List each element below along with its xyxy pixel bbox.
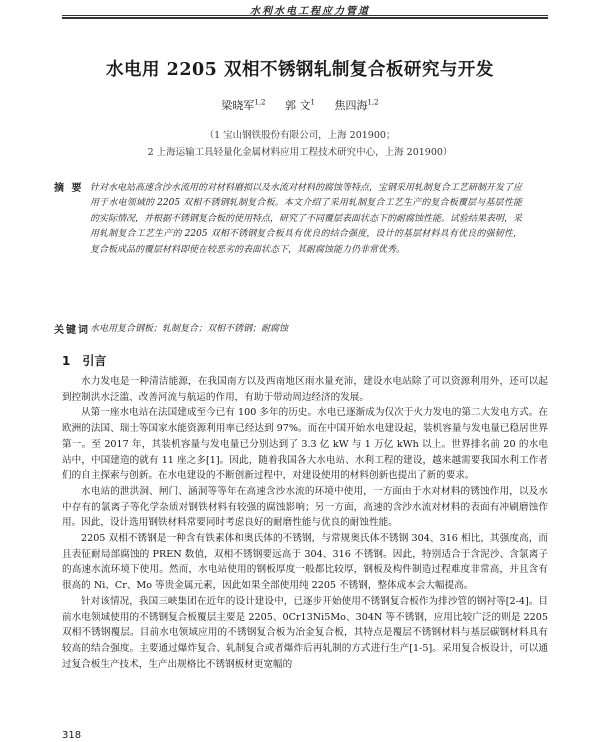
paper-title: 水电用 2205 双相不锈钢轧制复合板研究与开发 xyxy=(106,60,494,80)
paragraph: 从第一座水电站在法国建成至今已有 100 多年的历史。水电已逐渐成为仅次于火力发电的第二大发电方式。在欧洲的法国、瑞士等国家水能资源利用率已经达到 97%。而在中国开始水电建设起，装机容量与发电量已稳居世界第一。至 2017 年，其装机容量与发电量已分别达到了 3.3 亿 kW 与 1 万亿 kWh 以上。世界排名前 20 的水电站中，中国建造的就有 11 座之多[1]。因此，随着我国各大水电站、水利工程的建设，越来越需要我国水利工作者们的自主探索与创新。在水电建设的不断创新过程中，对建设使用的材料创新也提出了新的要求。 xyxy=(62,407,548,482)
body-text xyxy=(62,374,548,672)
affiliation-2: 2 上海运输工具轻量化金属材料应用工程技术研究中心，上海 201900） xyxy=(147,147,453,158)
affiliation-1: （1 宝山钢铁股份有限公司，上海 201900； xyxy=(204,130,396,141)
page-number: 318 xyxy=(62,730,82,741)
abstract-label: 摘 要 xyxy=(54,183,84,194)
author: 梁晓军$^{1,2}$ xyxy=(221,98,266,112)
paragraph: 水力发电是一种清洁能源，在我国南方以及西南地区雨水量充沛，建设水电站除了可以资源利用外，还可以起到控制洪水泛滥、改善河流与航运的作用，有助于带动周边经济的发展。 xyxy=(62,376,548,403)
running-header xyxy=(0,0,600,20)
paragraph: 2205 双相不锈钢是一种含有铁素体和奥氏体的不锈钢，与常规奥氏体不锈钢 304、316 相比，其强度高，而且表征耐局部腐蚀的 PREN 数值，双相不锈钢要远高于 304、316 不锈钢。因此，特别适合于含泥沙、含氯离子的高速水流环境下使用。然而，水电站使用的钢板厚度一般都比较厚，钢板及构件制造过程难度非常高，并且含有很高的 Ni、Cr、Mo 等贵金属元素，因此如果全部使用纯 2205 不锈钢，整体成本会大幅提高。 xyxy=(62,533,548,592)
section-number: 1 xyxy=(62,354,71,368)
author-list xyxy=(0,97,600,113)
abstract xyxy=(54,181,523,258)
header-rule-thin xyxy=(62,15,548,16)
journal-name: 水利水电工程应力管道 xyxy=(250,6,370,17)
keywords-label: 关键词 xyxy=(54,325,90,336)
header-rule-thick xyxy=(62,17,548,19)
author: 焦四海$^{1,2}$ xyxy=(334,98,379,112)
section-heading xyxy=(62,352,106,369)
paragraph: 水电站的泄洪洞、闸门、涵洞等等年在高速含沙水流的环境中使用，一方面由于水对材料的锈蚀作用，以及水中存有的氯离子等化学杂质对钢铁材料有较强的腐蚀影响；另一方面，高速的含沙水流对材料的表面有冲刷磨蚀作用。因此，设计选用钢铁材料常要同时考虑良好的耐磨性能与优良的耐蚀性能。 xyxy=(62,485,548,529)
keywords-text: 水电用复合钢板；轧制复合；双相不锈钢；耐腐蚀 xyxy=(90,324,289,334)
keywords xyxy=(54,321,522,336)
abstract-text: 针对水电站高速含沙水流用的对材料磨损以及水流对材料的腐蚀等特点，宝钢采用轧制复合工艺研制开发了应用于水电领域的 2205 双相不锈钢轧制复合板。本文介绍了采用轧制复合工艺生产的复合板覆层与基层性能的实际情况，并根据不锈钢复合板的使用特点，研究了不同覆层表面状态下的耐腐蚀性能。试验结果表明，采用轧制复合工艺生产的 2205 双相不锈钢复合板具有优良的结合强度，设计的基层材料具有优良的强韧性，复合板成品的覆层材料即使在较恶劣的表面状态下，其耐腐蚀能力仍非常优秀。 xyxy=(90,183,523,255)
author: 郭 文$^1$ xyxy=(285,98,315,112)
section-title: 引言 xyxy=(82,354,107,368)
paragraph: 针对该情况，我国三峡集团在近年的设计建设中，已逐步开始使用不锈钢复合板作为排沙管的钢衬等[2-4]。目前水电领域使用的不锈钢复合板覆层主要是 2205、0Cr13Ni5Mo、304N 等不锈钢，应用比较广泛的则是 2205 双相不锈钢覆层。目前水电领域应用的不锈钢复合板为冶金复合板，其特点是覆层不锈钢材料与基层碳钢材料具有较高的结合强度。主要通过爆炸复合、轧制复合或者爆炸后再轧制的方式进行生产[1-5]。采用复合板设计，可以通过复合板生产技术，生产出规格比不锈钢板材更宽幅的 xyxy=(62,595,548,670)
